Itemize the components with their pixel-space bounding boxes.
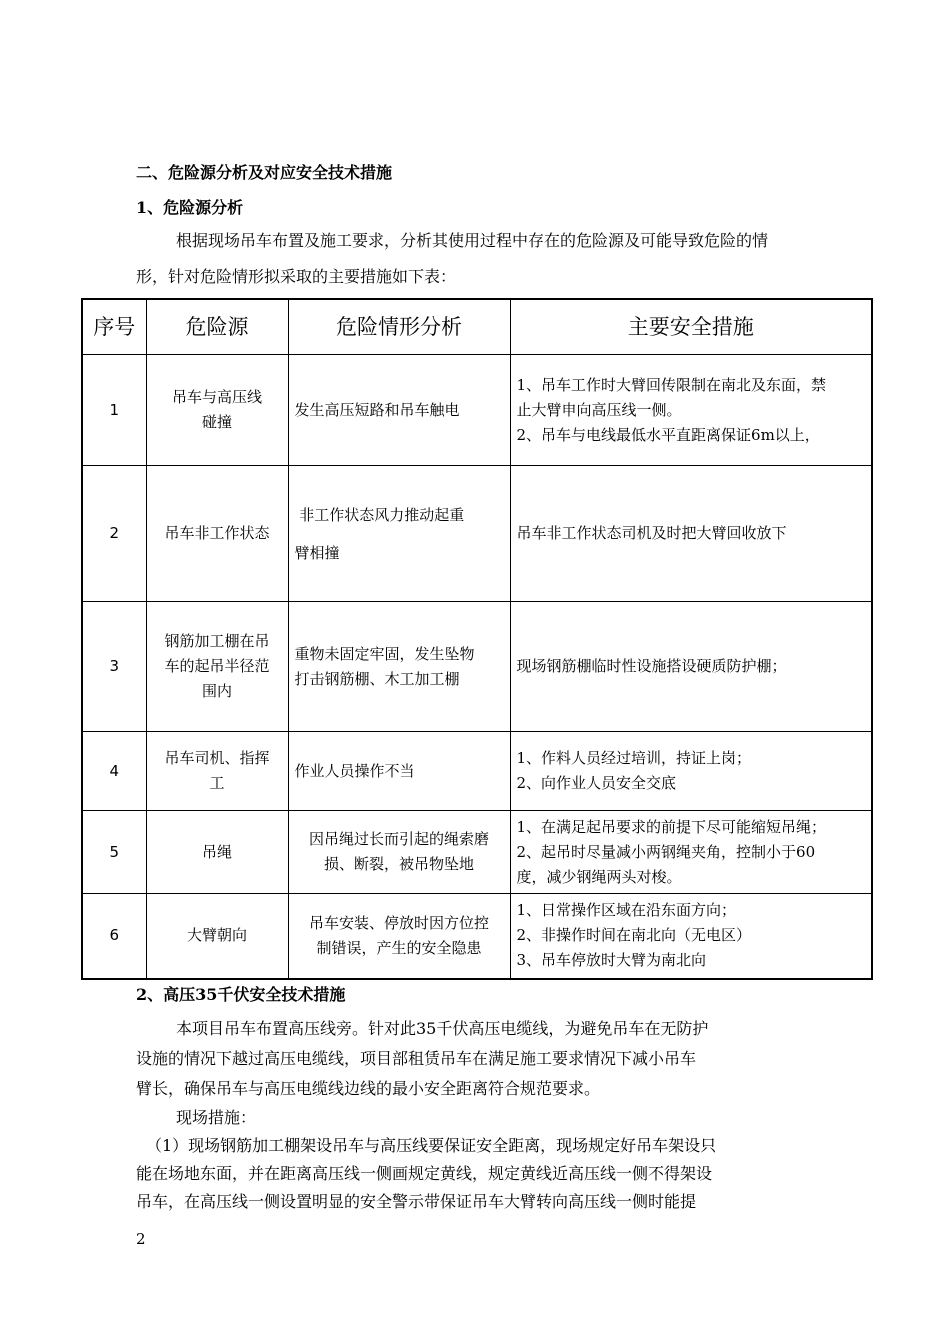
paragraph-35kv-line-1: 本项目吊车布置高压线旁。针对此35千伏高压电缆线，为避免吊车在无防护 [176, 1019, 709, 1038]
paragraph-35kv-line-3: 臂长，确保吊车与高压电缆线边线的最小安全距离符合规范要求。 [136, 1079, 601, 1098]
row-number: 1 [82, 355, 146, 466]
row-number: 3 [82, 602, 146, 732]
paragraph-35kv-line-2: 设施的情况下越过高压电缆线，项目部租赁吊车在满足施工要求情况下减小吊车 [136, 1049, 697, 1068]
table-row [82, 602, 872, 732]
table-row [82, 466, 872, 602]
hazard-table [81, 298, 873, 980]
row-number: 4 [82, 732, 146, 811]
row-number: 2 [82, 466, 146, 602]
hazard-analysis: 作业人员操作不当 [288, 732, 510, 811]
hazard-source: 大臂朝向 [146, 894, 288, 979]
table-row [82, 894, 872, 979]
hazard-analysis: 吊车安装、停放时因方位控 制错误，产生的安全隐患 [288, 894, 510, 979]
page-number: 2 [136, 1230, 146, 1248]
hazard-analysis: 发生高压短路和吊车触电 [288, 355, 510, 466]
header-no: 序号 [82, 299, 146, 355]
measure-1-line-1: （1）现场钢筋加工棚架设吊车与高压线要保证安全距离，现场规定好吊车架设只 [146, 1136, 717, 1155]
table-row [82, 811, 872, 894]
row-number: 6 [82, 894, 146, 979]
safety-measures: 1、日常操作区域在沿东面方向； 2、非操作时间在南北向（无电区） 3、吊车停放时大臂为南北向 [510, 894, 872, 979]
table-row [82, 732, 872, 811]
header-analysis: 危险情形分析 [288, 299, 510, 355]
hazard-analysis: 因吊绳过长而引起的绳索磨 损、断裂，被吊物坠地 [288, 811, 510, 894]
hazard-source: 吊绳 [146, 811, 288, 894]
measure-1-line-2: 能在场地东面，并在距离高压线一侧画规定黄线，规定黄线近高压线一侧不得架设 [136, 1164, 713, 1183]
safety-measures: 吊车非工作状态司机及时把大臂回收放下 [510, 466, 872, 602]
safety-measures: 1、吊车工作时大臂回传限制在南北及东面，禁 止大臂申向高压线一侧。 2、吊车与电线最低水平直距离保证6m以上， [510, 355, 872, 466]
hazard-source: 吊车非工作状态 [146, 466, 288, 602]
safety-measures: 1、作料人员经过培训，持证上岗； 2、向作业人员安全交底 [510, 732, 872, 811]
hazard-source: 吊车司机、指挥 工 [146, 732, 288, 811]
measure-1-line-3: 吊车，在高压线一侧设置明显的安全警示带保证吊车大臂转向高压线一侧时能提 [136, 1192, 697, 1211]
section-heading-hazard-analysis: 1、危险源分析 [136, 198, 244, 217]
intro-line-1: 根据现场吊车布置及施工要求，分析其使用过程中存在的危险源及可能导致危险的情 [176, 231, 769, 250]
section-heading-35kv: 2、高压35千伏安全技术措施 [136, 985, 346, 1004]
table-row [82, 355, 872, 466]
row-number: 5 [82, 811, 146, 894]
intro-line-2: 形，针对危险情形拟采取的主要措施如下表： [136, 267, 457, 286]
hazard-analysis: 非工作状态风力推动起重 臂相撞 [288, 466, 510, 602]
safety-measures: 现场钢筋棚临时性设施搭设硬质防护棚； [510, 602, 872, 732]
header-measures: 主要安全措施 [510, 299, 872, 355]
site-measures-label: 现场措施： [176, 1108, 257, 1127]
hazard-source: 吊车与高压线 碰撞 [146, 355, 288, 466]
hazard-analysis: 重物未固定牢固，发生坠物 打击钢筋棚、木工加工棚 [288, 602, 510, 732]
safety-measures: 1、在满足起吊要求的前提下尽可能缩短吊绳； 2、起吊时尽量减小两钢绳夹角，控制小于60 度，减少钢绳两头对梭。 [510, 811, 872, 894]
header-source: 危险源 [146, 299, 288, 355]
hazard-source: 钢筋加工棚在吊 车的起吊半径范 围内 [146, 602, 288, 732]
section-heading-main: 二、危险源分析及对应安全技术措施 [136, 163, 393, 182]
table-header-row [82, 299, 872, 355]
